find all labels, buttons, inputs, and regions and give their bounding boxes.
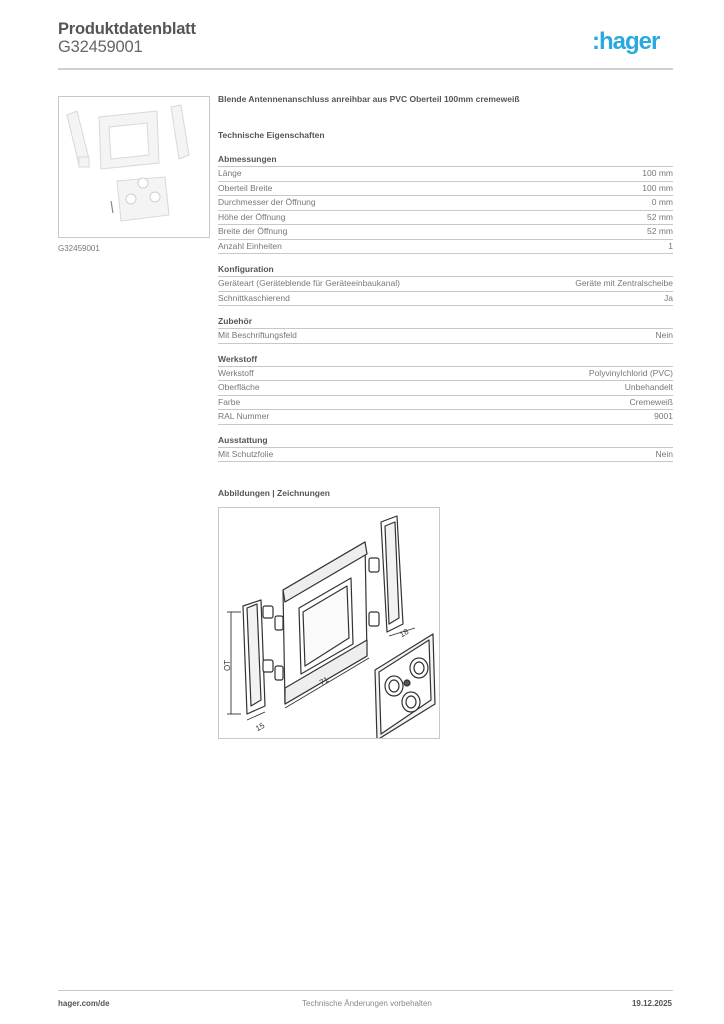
footer-disclaimer: Technische Änderungen vorbehalten	[302, 999, 432, 1008]
spec-value: 52 mm	[647, 211, 673, 222]
section-heading: Abmessungen	[218, 154, 673, 167]
product-photo	[58, 96, 210, 238]
spec-label: Breite der Öffnung	[218, 226, 288, 236]
exploded-drawing-icon	[219, 508, 439, 738]
dim-height: OT	[223, 659, 232, 671]
spec-row	[218, 410, 673, 425]
spec-value: Nein	[655, 448, 673, 459]
section-zubehoer	[218, 316, 673, 344]
spec-label: Anzahl Einheiten	[218, 240, 282, 251]
spec-row	[218, 240, 673, 255]
footer-date: 19.12.2025	[631, 999, 672, 1008]
hager-logo: :hager	[592, 28, 660, 55]
spec-value: 52 mm	[647, 226, 673, 236]
spec-label: Werkstoff	[218, 367, 254, 378]
spec-row	[218, 329, 673, 344]
spec-value: 1	[668, 240, 673, 251]
spec-value: Geräte mit Zentralscheibe	[575, 278, 673, 288]
spec-row	[218, 292, 673, 307]
product-code: G32459001	[58, 38, 143, 56]
section-heading: Werkstoff	[218, 354, 673, 367]
spec-row	[218, 448, 673, 463]
tech-properties-heading: Technische Eigenschaften	[218, 130, 325, 140]
spec-value: 100 mm	[642, 168, 673, 178]
drawings-heading: Abbildungen | Zeichnungen	[218, 488, 330, 498]
section-ausstattung	[218, 435, 673, 463]
spec-value: 9001	[654, 411, 673, 421]
spec-value: 0 mm	[651, 197, 673, 207]
spec-label: Oberteil Breite	[218, 182, 273, 193]
spec-row	[218, 225, 673, 240]
page-title: Produktdatenblatt	[58, 20, 196, 38]
section-heading: Ausstattung	[218, 435, 673, 448]
dim-depth-right: 18	[398, 626, 411, 640]
spec-value: 100 mm	[642, 182, 673, 193]
spec-value: Cremeweiß	[629, 396, 673, 407]
header-divider	[58, 68, 673, 70]
spec-label: Mit Schutzfolie	[218, 448, 274, 459]
footer-divider	[58, 990, 673, 991]
dim-width: 71	[318, 674, 331, 688]
spec-label: Farbe	[218, 396, 241, 407]
spec-label: Länge	[218, 168, 242, 178]
spec-label: Höhe der Öffnung	[218, 211, 286, 222]
spec-label: RAL Nummer	[218, 411, 270, 421]
product-photo-icon	[59, 97, 209, 237]
spec-row	[218, 211, 673, 226]
spec-value: Polyvinylchlorid (PVC)	[588, 367, 673, 378]
section-heading: Zubehör	[218, 316, 673, 329]
spec-row	[218, 167, 673, 182]
dim-depth-left: 15	[254, 720, 267, 734]
spec-label: Oberfläche	[218, 382, 260, 392]
technical-drawing	[218, 507, 440, 739]
spec-row	[218, 182, 673, 197]
spec-row	[218, 196, 673, 211]
spec-row	[218, 381, 673, 396]
spec-value: Nein	[655, 330, 673, 340]
spec-label: Durchmesser der Öffnung	[218, 197, 316, 207]
spec-row	[218, 396, 673, 411]
spec-value: Unbehandelt	[624, 382, 673, 392]
section-heading: Konfiguration	[218, 264, 673, 277]
section-werkstoff	[218, 354, 673, 425]
spec-row	[218, 277, 673, 292]
footer-website: hager.com/de	[58, 999, 110, 1008]
photo-caption: G32459001	[58, 244, 100, 253]
spec-label: Geräteart (Geräteblende für Geräteeinbaukanal)	[218, 278, 400, 288]
spec-content	[218, 94, 673, 462]
spec-label: Mit Beschriftungsfeld	[218, 330, 297, 340]
spec-label: Schnittkaschierend	[218, 292, 290, 303]
section-abmessungen	[218, 154, 673, 254]
section-konfiguration	[218, 264, 673, 306]
spec-value: Ja	[664, 292, 673, 303]
product-title: Blende Antennenanschluss anreihbar aus PVC Oberteil 100mm cremeweiß	[218, 94, 520, 104]
spec-row	[218, 367, 673, 382]
